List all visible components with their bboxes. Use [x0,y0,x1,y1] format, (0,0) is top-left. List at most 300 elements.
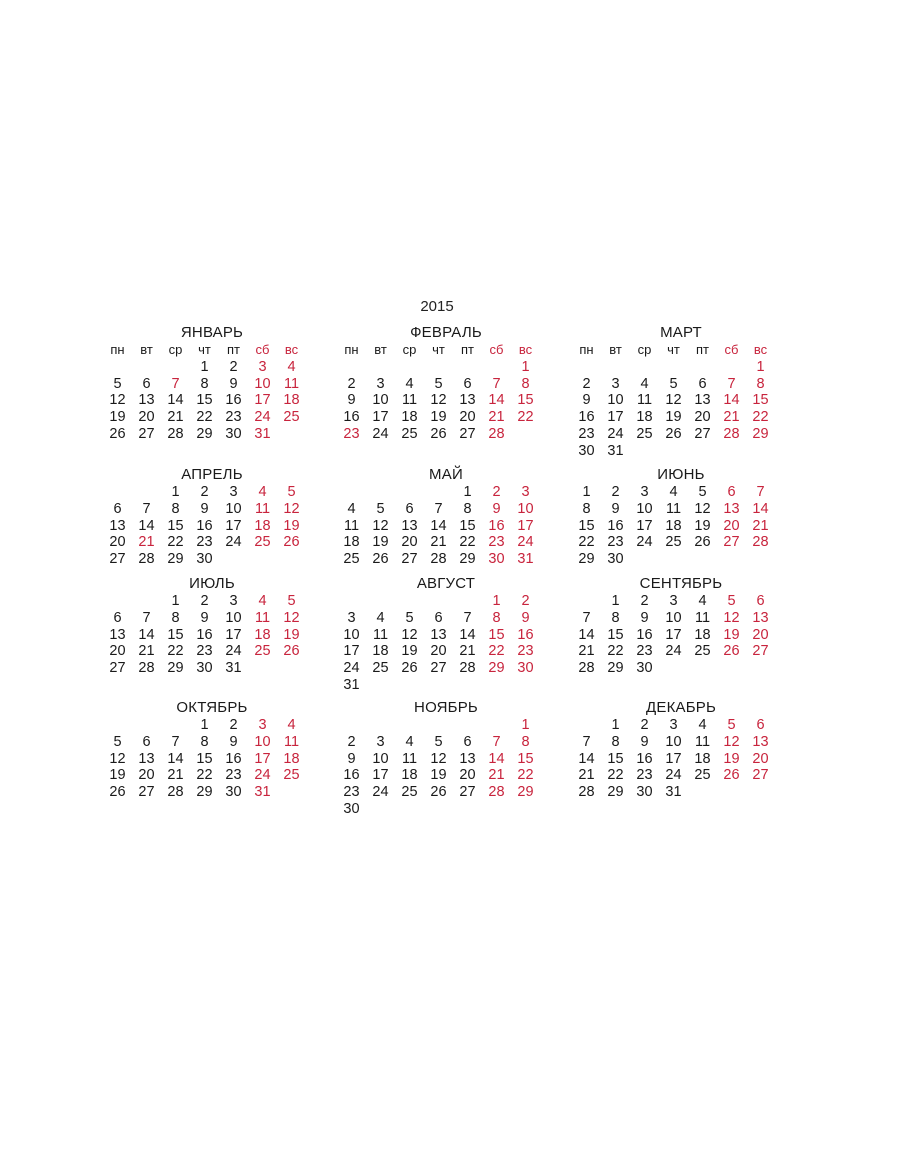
day-cell: 27 [459,784,476,801]
day-cell: 18 [283,392,300,409]
month-grid [572,717,776,801]
day-cell: 29 [167,551,184,568]
day-cell: 7 [582,733,591,750]
day-cell: 6 [113,500,122,517]
day-cell: 22 [167,643,184,660]
day-cell: 20 [109,534,126,551]
month-title: ДЕКАБРЬ [646,699,716,716]
day-cell: 9 [229,375,238,392]
day-cell: 28 [578,660,595,677]
day-cell: 21 [430,534,447,551]
day-cell: 25 [694,643,711,660]
day-cell: 13 [109,626,126,643]
day-cell: 15 [167,626,184,643]
day-cell: 2 [229,358,238,375]
day-cell: 30 [225,425,242,442]
month-grid [103,484,307,568]
day-cell: 31 [254,425,271,442]
day-cell: 17 [372,409,389,426]
day-cell: 14 [578,750,595,767]
day-cell: 12 [109,392,126,409]
day-cell: 20 [723,517,740,534]
day-cell: 27 [109,660,126,677]
month-title: СЕНТЯБРЬ [639,575,723,592]
empty-cell [366,717,395,734]
day-cell: 7 [756,484,765,500]
day-cell: 21 [459,643,476,660]
day-cell: 5 [434,375,443,392]
day-cell: 5 [727,717,736,733]
month-7 [103,575,307,677]
day-cell: 23 [578,425,595,442]
day-cell: 8 [756,375,765,392]
month-title: ОКТЯБРЬ [176,699,248,716]
day-cell: 8 [171,609,180,626]
day-cell: 12 [109,750,126,767]
day-cell: 5 [698,484,707,500]
day-cell: 23 [488,534,505,551]
day-cell: 2 [611,484,620,500]
day-cell: 25 [401,425,418,442]
day-cell: 4 [287,358,296,375]
day-cell: 9 [229,733,238,750]
day-cell: 18 [694,626,711,643]
day-cell: 27 [694,425,711,442]
day-cell: 2 [200,484,209,500]
day-cell: 15 [607,626,624,643]
month-4 [103,466,307,568]
day-cell: 14 [578,626,595,643]
day-cell: 17 [343,643,360,660]
month-grid [572,593,776,677]
day-cell: 28 [488,425,505,442]
day-cell: 22 [196,767,213,784]
day-cell: 11 [254,609,271,626]
day-cell: 12 [372,517,389,534]
day-cell: 14 [430,517,447,534]
empty-cell [482,359,511,376]
day-cell: 14 [723,392,740,409]
day-cell: 20 [752,750,769,767]
day-cell: 17 [254,750,271,767]
day-cell: 4 [258,593,267,609]
day-cell: 31 [607,442,624,459]
day-cell: 27 [138,425,155,442]
day-cell: 2 [640,593,649,609]
day-cell: 11 [636,392,653,409]
day-cell: 21 [578,767,595,784]
day-cell: 6 [756,717,765,733]
weekday-header: сб [255,342,270,357]
day-cell: 19 [694,517,711,534]
day-cell: 24 [254,767,271,784]
day-cell: 23 [517,643,534,660]
day-cell: 27 [138,784,155,801]
day-cell: 19 [723,626,740,643]
empty-cell [337,717,366,734]
day-cell: 3 [258,717,267,733]
day-cell: 13 [459,750,476,767]
day-cell: 28 [459,660,476,677]
day-cell: 9 [582,392,591,409]
day-cell: 5 [434,733,443,750]
day-cell: 19 [430,767,447,784]
day-cell: 22 [517,409,534,426]
day-cell: 11 [665,500,682,517]
day-cell: 8 [171,500,180,517]
day-cell: 2 [521,593,530,609]
day-cell: 9 [200,500,209,517]
calendar-year: 2015 [420,298,454,315]
day-cell: 3 [669,717,678,733]
day-cell: 9 [640,733,649,750]
day-cell: 21 [138,534,155,551]
month-grid [103,342,307,443]
day-cell: 30 [196,551,213,568]
weekday-header: чт [432,342,445,357]
day-cell: 14 [167,750,184,767]
day-cell: 14 [752,500,769,517]
day-cell: 17 [254,392,271,409]
day-cell: 22 [517,767,534,784]
day-cell: 14 [488,750,505,767]
day-cell: 22 [578,534,595,551]
day-cell: 24 [225,643,242,660]
day-cell: 15 [752,392,769,409]
day-cell: 11 [343,517,360,534]
day-cell: 29 [196,784,213,801]
day-cell: 1 [582,484,591,500]
day-cell: 13 [752,733,769,750]
day-cell: 25 [283,767,300,784]
day-cell: 16 [225,392,242,409]
day-cell: 26 [109,784,126,801]
day-cell: 22 [607,643,624,660]
day-cell: 23 [636,767,653,784]
day-cell: 18 [283,750,300,767]
day-cell: 31 [225,660,242,677]
day-cell: 8 [463,500,472,517]
day-cell: 13 [459,392,476,409]
day-cell: 28 [138,551,155,568]
day-cell: 11 [283,375,300,392]
day-cell: 13 [138,750,155,767]
day-cell: 19 [430,409,447,426]
empty-cell [395,593,424,610]
empty-cell [337,593,366,610]
day-cell: 5 [727,593,736,609]
day-cell: 12 [665,392,682,409]
empty-cell [337,484,366,501]
day-cell: 28 [167,425,184,442]
day-cell: 27 [430,660,447,677]
month-10 [103,699,307,801]
day-cell: 4 [405,733,414,750]
day-cell: 28 [167,784,184,801]
day-cell: 28 [488,784,505,801]
day-cell: 16 [488,517,505,534]
day-cell: 2 [200,593,209,609]
empty-cell [717,359,746,376]
weekday-header: вс [518,342,533,357]
day-cell: 3 [229,593,238,609]
day-cell: 2 [229,717,238,733]
day-cell: 10 [665,733,682,750]
day-cell: 24 [225,534,242,551]
month-2 [337,324,541,443]
day-cell: 16 [578,409,595,426]
day-cell: 17 [665,750,682,767]
day-cell: 23 [196,643,213,660]
day-cell: 22 [167,534,184,551]
day-cell: 25 [283,409,300,426]
day-cell: 16 [196,626,213,643]
day-cell: 20 [109,643,126,660]
month-grid [103,593,307,677]
empty-cell [453,359,482,376]
day-cell: 14 [138,517,155,534]
day-cell: 28 [752,534,769,551]
day-cell: 11 [401,750,418,767]
day-cell: 24 [517,534,534,551]
month-title: ИЮЛЬ [189,575,235,592]
weekday-header: вс [753,342,768,357]
month-title: АВГУСТ [416,575,476,592]
day-cell: 30 [578,442,595,459]
empty-cell [572,593,601,610]
day-cell: 8 [611,609,620,626]
month-grid [103,717,307,801]
empty-cell [103,484,132,501]
day-cell: 3 [669,593,678,609]
weekday-header: пт [696,342,709,357]
day-cell: 7 [142,500,151,517]
day-cell: 8 [200,733,209,750]
empty-cell [161,359,190,376]
day-cell: 29 [488,660,505,677]
day-cell: 20 [430,643,447,660]
day-cell: 20 [694,409,711,426]
month-3 [572,324,776,460]
day-cell: 1 [171,484,180,500]
month-title: МАЙ [429,466,463,483]
day-cell: 31 [254,784,271,801]
day-cell: 10 [372,392,389,409]
day-cell: 15 [167,517,184,534]
day-cell: 29 [578,551,595,568]
day-cell: 22 [752,409,769,426]
day-cell: 26 [283,534,300,551]
day-cell: 28 [578,784,595,801]
day-cell: 24 [372,784,389,801]
day-cell: 3 [258,358,267,375]
day-cell: 12 [723,733,740,750]
day-cell: 20 [459,767,476,784]
day-cell: 26 [283,643,300,660]
day-cell: 27 [109,551,126,568]
day-cell: 14 [138,626,155,643]
day-cell: 17 [517,517,534,534]
month-grid [572,484,776,568]
day-cell: 31 [343,676,360,693]
day-cell: 27 [459,425,476,442]
day-cell: 19 [109,409,126,426]
day-cell: 29 [752,425,769,442]
day-cell: 8 [582,500,591,517]
day-cell: 4 [640,375,649,392]
weekday-header: пн [579,342,594,357]
day-cell: 30 [607,551,624,568]
month-grid [337,342,541,443]
day-cell: 17 [225,626,242,643]
day-cell: 18 [372,643,389,660]
day-cell: 7 [492,733,501,750]
day-cell: 9 [347,750,356,767]
day-cell: 4 [698,593,707,609]
day-cell: 3 [376,375,385,392]
empty-cell [132,717,161,734]
day-cell: 15 [459,517,476,534]
empty-cell [601,359,630,376]
day-cell: 1 [521,358,530,375]
day-cell: 23 [636,643,653,660]
day-cell: 4 [669,484,678,500]
month-6 [572,466,776,568]
month-12 [572,699,776,801]
day-cell: 23 [607,534,624,551]
day-cell: 5 [669,375,678,392]
day-cell: 17 [665,626,682,643]
day-cell: 30 [488,551,505,568]
day-cell: 2 [640,717,649,733]
day-cell: 13 [752,609,769,626]
day-cell: 30 [636,784,653,801]
day-cell: 18 [254,517,271,534]
day-cell: 10 [607,392,624,409]
day-cell: 12 [430,750,447,767]
day-cell: 23 [225,767,242,784]
empty-cell [395,359,424,376]
month-title: ФЕВРАЛЬ [410,324,482,341]
day-cell: 1 [611,717,620,733]
empty-cell [161,717,190,734]
empty-cell [424,717,453,734]
day-cell: 19 [283,626,300,643]
day-cell: 24 [254,409,271,426]
day-cell: 13 [138,392,155,409]
day-cell: 13 [694,392,711,409]
weekday-header: пт [227,342,240,357]
month-title: НОЯБРЬ [414,699,478,716]
day-cell: 19 [665,409,682,426]
empty-cell [132,593,161,610]
day-cell: 9 [521,609,530,626]
day-cell: 10 [665,609,682,626]
day-cell: 26 [430,425,447,442]
day-cell: 23 [196,534,213,551]
empty-cell [395,484,424,501]
day-cell: 6 [463,375,472,392]
day-cell: 1 [492,593,501,609]
day-cell: 22 [459,534,476,551]
day-cell: 21 [488,767,505,784]
day-cell: 17 [225,517,242,534]
day-cell: 16 [343,767,360,784]
empty-cell [103,593,132,610]
day-cell: 6 [698,375,707,392]
day-cell: 2 [347,375,356,392]
day-cell: 20 [138,409,155,426]
day-cell: 9 [200,609,209,626]
day-cell: 5 [405,609,414,626]
day-cell: 18 [343,534,360,551]
day-cell: 12 [283,609,300,626]
day-cell: 18 [694,750,711,767]
empty-cell [366,593,395,610]
day-cell: 7 [171,733,180,750]
day-cell: 6 [727,484,736,500]
empty-cell [572,717,601,734]
day-cell: 12 [283,500,300,517]
day-cell: 7 [434,500,443,517]
day-cell: 10 [343,626,360,643]
day-cell: 14 [167,392,184,409]
day-cell: 30 [225,784,242,801]
day-cell: 5 [113,375,122,392]
month-5 [337,466,541,568]
day-cell: 20 [138,767,155,784]
day-cell: 26 [723,643,740,660]
day-cell: 20 [401,534,418,551]
weekday-header: чт [667,342,680,357]
empty-cell [395,717,424,734]
weekday-header: пт [461,342,474,357]
empty-cell [366,359,395,376]
day-cell: 22 [607,767,624,784]
day-cell: 25 [401,784,418,801]
month-title: МАРТ [660,324,702,341]
day-cell: 4 [698,717,707,733]
weekday-header: ср [168,342,183,357]
day-cell: 8 [521,375,530,392]
day-cell: 14 [488,392,505,409]
day-cell: 19 [723,750,740,767]
day-cell: 26 [665,425,682,442]
month-grid [337,484,541,568]
empty-cell [132,359,161,376]
month-8 [337,575,541,694]
day-cell: 16 [607,517,624,534]
weekday-header: вт [140,342,153,357]
day-cell: 6 [142,733,151,750]
day-cell: 4 [287,717,296,733]
empty-cell [453,717,482,734]
day-cell: 26 [401,660,418,677]
day-cell: 1 [200,717,209,733]
day-cell: 16 [196,517,213,534]
day-cell: 8 [611,733,620,750]
day-cell: 25 [254,643,271,660]
day-cell: 4 [347,500,356,517]
day-cell: 1 [171,593,180,609]
month-grid [572,342,776,460]
weekday-header: сб [489,342,504,357]
day-cell: 6 [142,375,151,392]
day-cell: 19 [401,643,418,660]
day-cell: 24 [665,643,682,660]
month-11 [337,699,541,818]
day-cell: 2 [492,484,501,500]
